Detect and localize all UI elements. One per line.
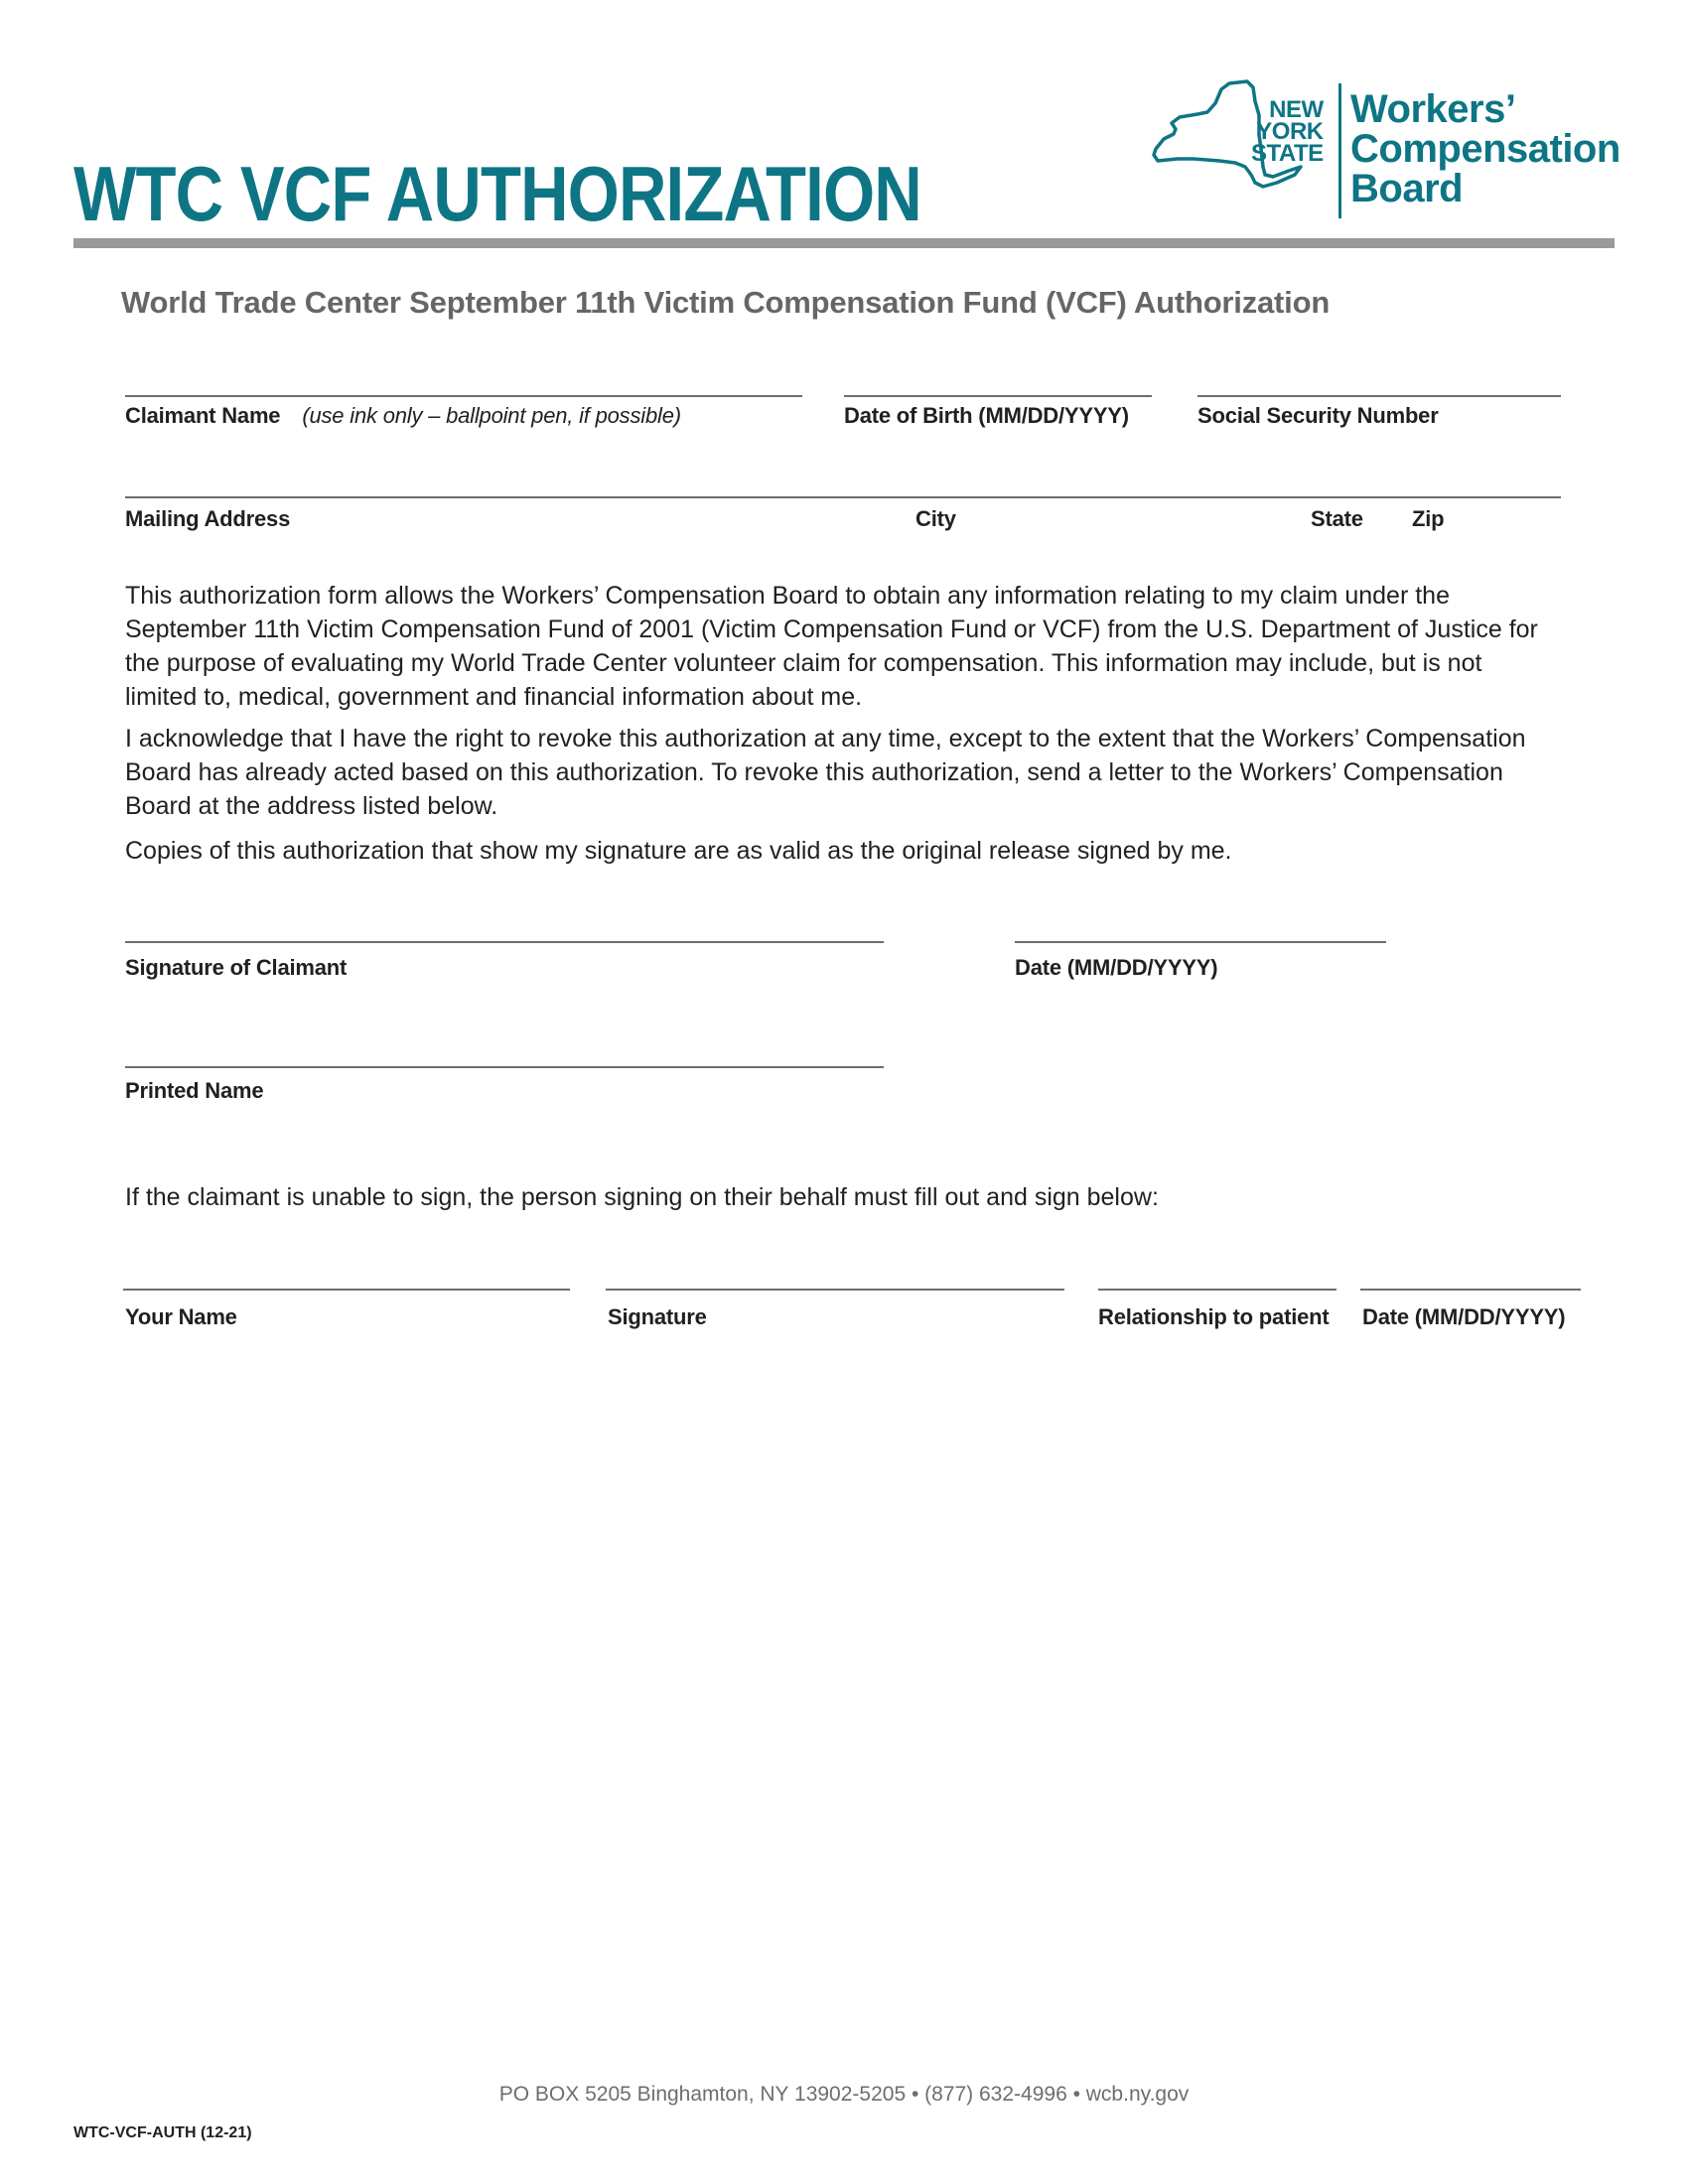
signature-of-claimant-label: Signature of Claimant [125, 955, 348, 980]
claimant-name-field[interactable] [125, 395, 802, 397]
ssn-label: Social Security Number [1197, 403, 1439, 428]
form-code: WTC-VCF-AUTH (12-21) [73, 2124, 252, 2141]
logo-state-line: YORK [1256, 118, 1324, 145]
your-name-label: Your Name [125, 1304, 237, 1329]
proxy-signature-label: Signature [608, 1304, 707, 1329]
logo-state-line: STATE [1251, 140, 1324, 167]
mailing-address-label: Mailing Address [125, 506, 291, 531]
city-label: City [915, 506, 956, 531]
zip-label: Zip [1412, 506, 1445, 531]
page-title: WTC VCF AUTHORIZATION [73, 150, 921, 237]
form-subtitle: World Trade Center September 11th Victim Compensation Fund (VCF) Authorization [121, 285, 1331, 320]
footer-contact: PO BOX 5205 Binghamton, NY 13902-5205 • (877) 632-4996 • wcb.ny.gov [498, 2083, 1190, 2106]
proxy-instruction: If the claimant is unable to sign, the person signing on their behalf must fill out and sign below: [125, 1183, 1159, 1211]
proxy-date-field[interactable] [1360, 1289, 1581, 1291]
relationship-label: Relationship to patient [1098, 1304, 1330, 1329]
ssn-field[interactable] [1197, 395, 1561, 397]
proxy-name-field[interactable] [123, 1289, 570, 1291]
date-of-birth-label: Date of Birth (MM/DD/YYYY) [844, 403, 1129, 428]
printed-name-label: Printed Name [125, 1078, 264, 1103]
printed-name-field[interactable] [125, 1066, 884, 1068]
authorization-paragraph: This authorization form allows the Workers’ Compensation Board to obtain any information relating to my claim under the September 11th Victim Compensation Fund of 2001 (Victim Compensation Fund or VCF) from the U.S. Department of Justice for the purpose of evaluating my World Trade Center volunteer claim for compensation. This information may include, but is not limited to, medical, government and financial information about me. [125, 582, 1538, 711]
header-divider [73, 238, 1615, 248]
mailing-address-field[interactable] [125, 496, 1561, 498]
signature-date-label: Date (MM/DD/YYYY) [1015, 955, 1218, 980]
relationship-field[interactable] [1098, 1289, 1336, 1291]
date-of-birth-field[interactable] [844, 395, 1152, 397]
claimant-name-label: Claimant Name (use ink only – ballpoint pen, if possible) [125, 403, 681, 428]
revocation-paragraph: I acknowledge that I have the right to revoke this authorization at any time, except to the extent that the Workers’ Compensation Board has already acted based on this authorization. To revoke this authorization, send a letter to the Workers’ Compensation Board at the address listed below. [125, 725, 1526, 820]
claimant-name-note: (use ink only – ballpoint pen, if possible) [302, 403, 681, 428]
logo-state-line: NEW [1269, 96, 1324, 123]
new-york-state-wordmark [1251, 96, 1324, 167]
logo-divider [1338, 83, 1341, 218]
agency-wordmark [1350, 89, 1620, 208]
signature-date-field[interactable] [1015, 941, 1386, 943]
proxy-signature-field[interactable] [606, 1289, 1064, 1291]
copies-paragraph: Copies of this authorization that show my signature are as valid as the original release signed by me. [125, 837, 1232, 865]
logo-agency-line: Compensation [1350, 127, 1620, 171]
state-label: State [1311, 506, 1363, 531]
logo-agency-line: Board [1350, 167, 1464, 210]
claimant-signature-field[interactable] [125, 941, 884, 943]
proxy-date-label: Date (MM/DD/YYYY) [1362, 1304, 1566, 1329]
nys-wcb-logo [1150, 79, 1620, 228]
logo-agency-line: Workers’ [1350, 87, 1516, 131]
